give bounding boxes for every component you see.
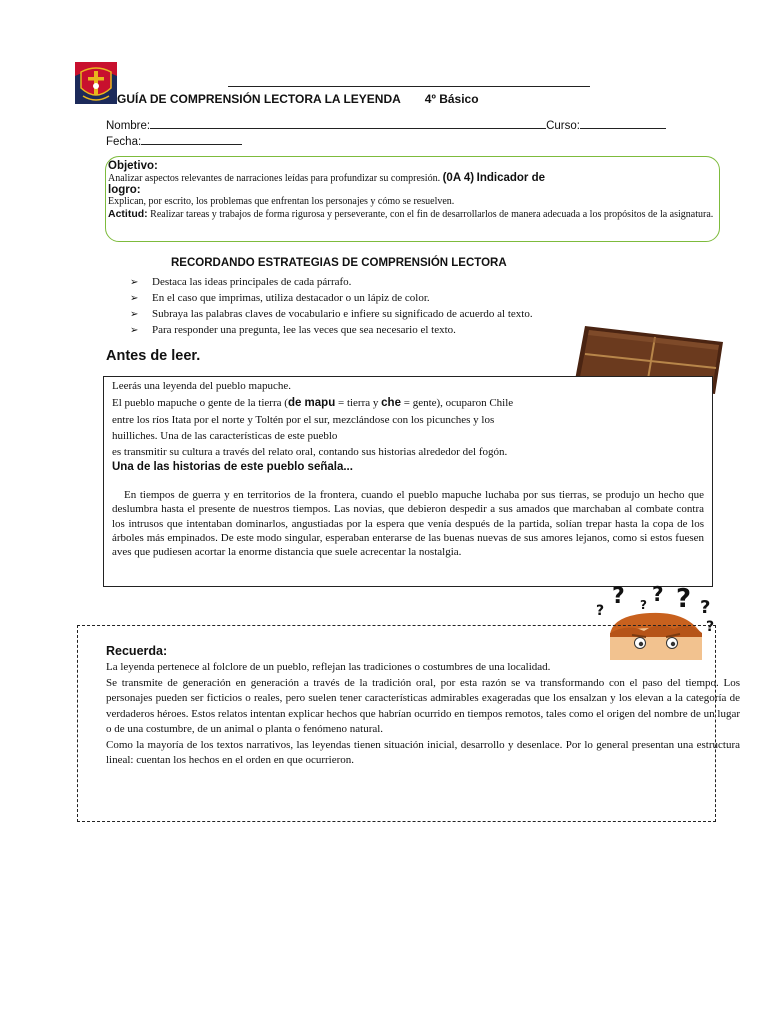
actitud-line — [108, 208, 717, 221]
text-run: = tierra y — [335, 397, 382, 409]
intro-line-5: es transmitir su cultura a través del relato oral, contando sus historias alrededor del fogón. — [112, 446, 508, 458]
objective-box — [105, 156, 720, 242]
strategy-text: Para responder una pregunta, lee las veces que sea necesario el texto. — [152, 324, 456, 336]
guide-title: GUÍA DE COMPRENSIÓN LECTORA LA LEYENDA — [117, 92, 401, 106]
indicador-text: Explican, por escrito, los problemas que enfrentan los personajes y cómo se resuelven. — [108, 196, 455, 207]
recuerda-heading: Recuerda: — [106, 644, 168, 658]
objetivo-line — [108, 172, 717, 185]
objetivo-text: Analizar aspectos relevantes de narraciones leídas para profundizar su compresión. — [108, 173, 441, 184]
logro-label: logro: — [108, 184, 141, 196]
page-title — [117, 92, 479, 106]
arrow-bullet-icon: ➢ — [130, 325, 139, 336]
recuerda-paragraph-1: La leyenda pertenece al folclore de un pueblo, reflejan las tradiciones o costumbres de una localidad. — [106, 661, 551, 673]
svg-text:?: ? — [612, 585, 625, 609]
intro-line-1: Leerás una leyenda del pueblo mapuche. — [112, 380, 291, 392]
strategy-text: Destaca las ideas principales de cada párrafo. — [152, 276, 352, 288]
name-field-row — [106, 118, 666, 132]
strategies-list — [130, 274, 533, 338]
objetivo-label: Objetivo: — [108, 160, 158, 172]
text-run: = gente), ocuparon Chile — [400, 397, 514, 409]
oa-code: (0A 4) — [442, 172, 475, 184]
indicador-label: Indicador de — [476, 172, 545, 184]
antes-heading: Antes de leer. — [106, 348, 201, 364]
strategy-text: Subraya las palabras claves de vocabulario e infiere su significado de acuerdo al texto. — [152, 308, 533, 320]
nombre-input-line[interactable] — [150, 118, 546, 129]
list-item — [130, 306, 533, 322]
svg-text:?: ? — [652, 585, 664, 606]
recuerda-box — [77, 625, 740, 822]
term-mapu: de mapu — [287, 397, 336, 409]
actitud-text: Realizar tareas y trabajos de forma rigurosa y perseverante, con el fin de desarrollarlos de manera adecuada a los propósitos de la asignatura. — [150, 209, 714, 220]
strategy-text: En el caso que imprimas, utiliza destacador o un lápiz de color. — [152, 292, 430, 304]
grade-label: 4º Básico — [424, 92, 479, 106]
svg-text:?: ? — [596, 603, 605, 619]
list-item — [130, 322, 533, 338]
arrow-bullet-icon: ➢ — [130, 293, 139, 304]
list-item — [130, 290, 533, 306]
date-field-row — [106, 134, 242, 148]
story-intro-heading: Una de las historias de este pueblo señala... — [112, 461, 353, 473]
nombre-label: Nombre: — [106, 120, 151, 132]
school-crest-icon — [75, 62, 117, 104]
actitud-label: Actitud: — [108, 208, 148, 220]
arrow-bullet-icon: ➢ — [130, 277, 139, 288]
curso-label: Curso: — [546, 120, 580, 132]
term-che: che — [381, 397, 401, 409]
fecha-label: Fecha: — [106, 136, 142, 148]
arrow-bullet-icon: ➢ — [130, 309, 139, 320]
legend-text-box — [103, 376, 713, 587]
text-run: El pueblo mapuche o gente de la tierra ( — [112, 397, 288, 409]
svg-text:?: ? — [706, 619, 715, 635]
svg-text:?: ? — [676, 585, 692, 614]
svg-text:?: ? — [700, 597, 711, 618]
svg-text:?: ? — [640, 598, 647, 612]
recuerda-paragraph-2: Se transmite de generación en generación a través de la tradición oral, por esta razón se va transformando con el paso del tiempo. Los personajes pueden ser ficticios o reales, pero suelen tener características admirables exageradas que los ensalzan y los elevan a la categoría de verdaderos héroes. Estos relatos intentan explicar hechos que habrían ocurrido en tiempos remotos, tales como el origen del nombre de un lugar o de una costumbre, de un animal o planta o fenómeno natural. — [106, 676, 740, 735]
intro-line-3: entre los ríos Itata por el norte y Toltén por el sur, mezclándose con los picunches y los — [112, 414, 495, 426]
recuerda-text — [106, 660, 740, 769]
header-rule — [228, 86, 590, 87]
strategies-title: RECORDANDO ESTRATEGIAS DE COMPRENSIÓN LECTORA — [171, 257, 507, 269]
legend-story: En tiempos de guerra y en territorios de la frontera, cuando el pueblo mapuche luchaba por sus tierras, se produjo un hecho que deslumbra hasta el presente de nuestros tiempos. Las novias, que debieron despedir a sus amados que marchaban al combate contra los intrusos que intentaban dominarlos, angustiadas por la espera que venía después de la partida, solían trepar hasta la copa de los árboles más empinados. De este modo singular, esperaban enterarse de las buenas nuevas de sus amores lejanos, como si estos fuesen aves que pudiesen acortar la enorme distancia que suele acrecentar la nostalgia. — [112, 489, 704, 559]
list-item — [130, 274, 533, 290]
fecha-input-line[interactable] — [141, 134, 242, 145]
recuerda-paragraph-3: Como la mayoría de los textos narrativos, las leyendas tienen situación inicial, desarrollo y desenlace. Por lo general presentan una estructura lineal: cuentan los hechos en el orden en que ocurrieron. — [106, 738, 740, 766]
intro-line-2 — [112, 397, 513, 409]
curso-input-line[interactable] — [580, 118, 666, 129]
intro-line-4: huilliches. Una de las características de este pueblo — [112, 430, 338, 442]
